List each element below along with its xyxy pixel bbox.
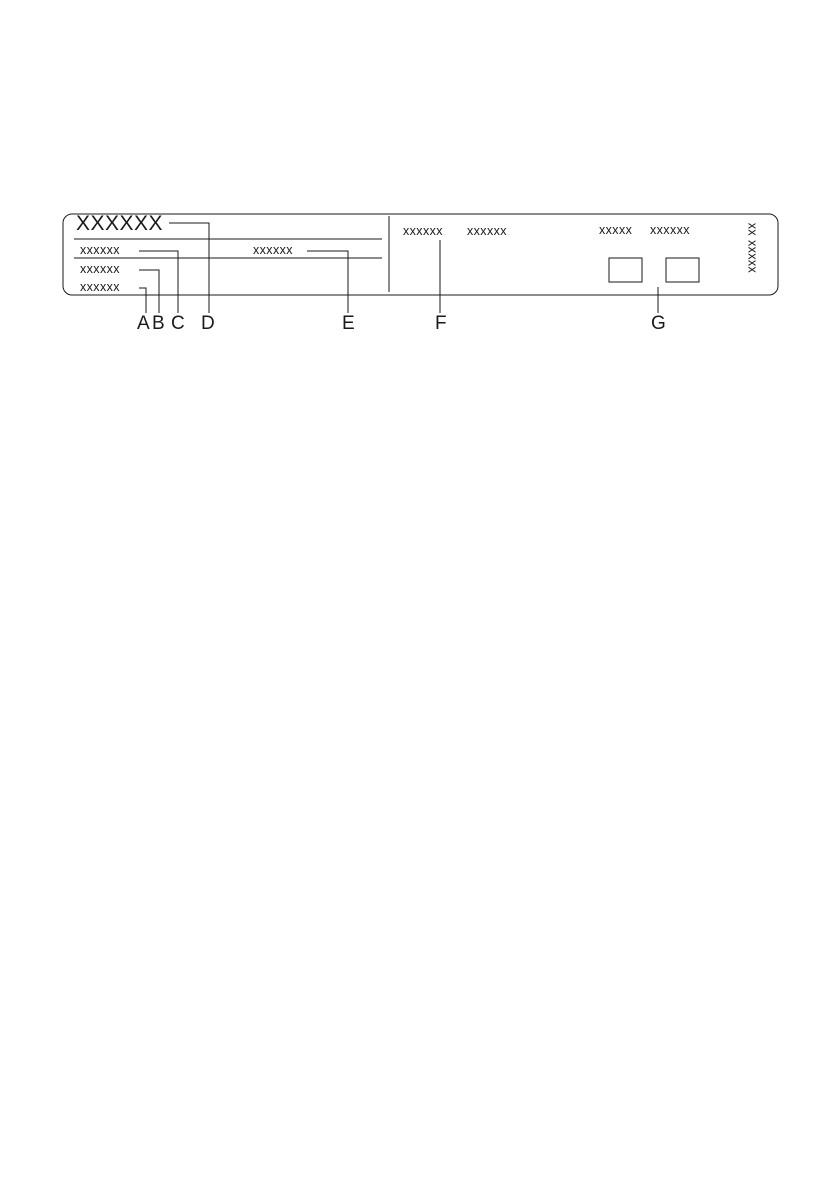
box-right [666,258,699,282]
callout-f: F [435,313,447,334]
right-label-2: xxxxxx [467,224,507,238]
callout-e: E [342,313,355,334]
panel-title: XXXXXX [76,212,164,235]
callout-d: D [201,313,215,334]
far-right-label-1: xxxxx [599,223,633,237]
callout-c: C [171,313,185,334]
leader-e [307,251,348,313]
left-row-3: xxxxxx [80,280,120,294]
right-label-1: xxxxxx [403,224,443,238]
callout-a: A [137,313,150,334]
middle-label: xxxxxx [253,243,293,257]
leader-b [139,270,159,313]
leader-a [139,288,146,313]
left-row-2: xxxxxx [80,262,120,276]
vertical-label-anchor [745,222,760,274]
vertical-label: xx xxxxx [745,222,760,274]
box-left [609,258,642,282]
left-row-1: xxxxxx [80,243,120,257]
leader-d [169,223,209,313]
callout-g: G [651,313,666,334]
far-right-label-2: xxxxxx [650,223,690,237]
callout-b: B [152,313,165,334]
